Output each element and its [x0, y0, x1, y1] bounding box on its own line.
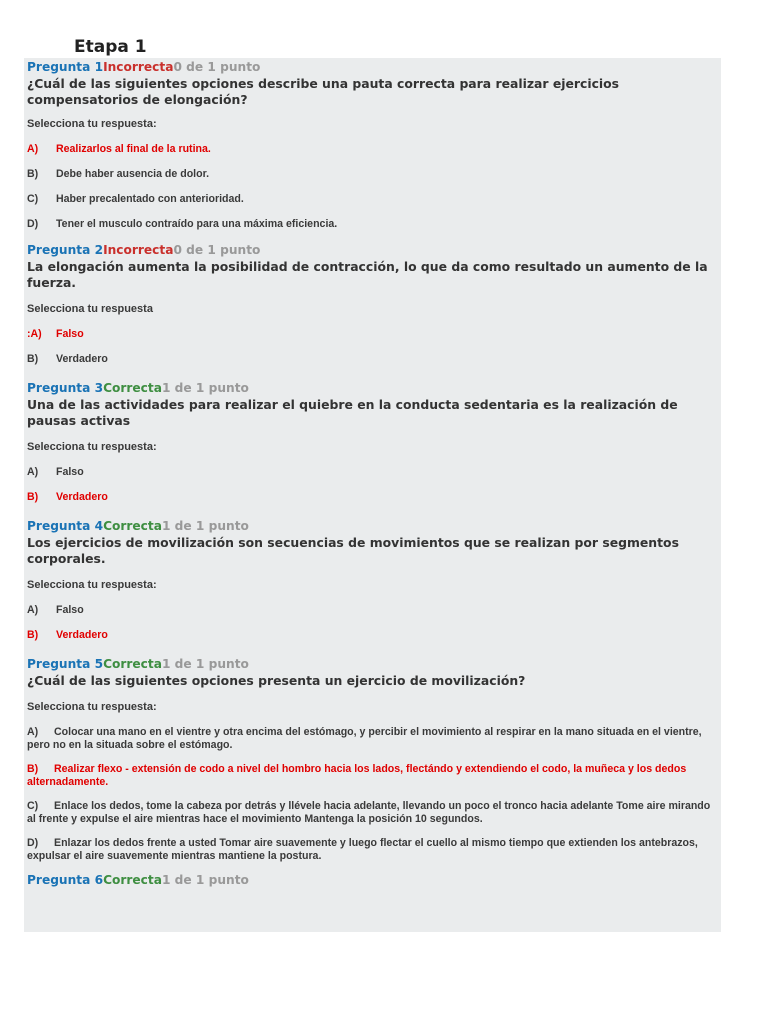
question-4	[24, 519, 721, 642]
answer-option-c	[27, 193, 715, 206]
option-text: Falso	[56, 466, 84, 478]
answer-option-b	[27, 491, 715, 504]
question-score: 1 de 1 punto	[161, 381, 249, 395]
question-status: Correcta	[103, 873, 162, 887]
option-letter: C)	[27, 193, 39, 205]
question-status: Correcta	[103, 519, 162, 533]
option-letter: :A)	[27, 328, 42, 340]
option-text	[27, 800, 715, 826]
option-letter: A)	[27, 143, 39, 155]
question-3	[24, 381, 721, 504]
question-1	[24, 60, 721, 231]
question-label: Pregunta 4	[27, 519, 104, 533]
question-header	[27, 873, 715, 888]
answer-option-b	[27, 629, 715, 642]
question-status: Correcta	[103, 381, 162, 395]
option-body: Realizar flexo - extensión de codo a nivel del hombro hacia los lados, flectándo y extendiendo el codo, la muñeca y los dedos alternadamente.	[27, 763, 687, 788]
option-body: Enlazar los dedos frente a usted Tomar aire suavemente y luego flectar el cuello al mismo tiempo que extienden los antebrazos, expulsar el aire suavemente mientras mantiene la postura.	[27, 837, 698, 862]
answer-option-a	[27, 726, 715, 752]
question-text: ¿Cuál de las siguientes opciones describe una pauta correcta para realizar ejercicios compensatorios de elongación?	[27, 76, 620, 107]
answer-prompt: Selecciona tu respuesta:	[27, 441, 157, 453]
question-status: Correcta	[103, 657, 162, 671]
quiz-review-panel	[24, 58, 721, 932]
option-text	[27, 726, 715, 752]
option-letter: B)	[27, 491, 39, 503]
option-body: Enlace los dedos, tome la cabeza por detrás y llévele hacia adelante, llevando un poco el tronco hacia adelante Tome aire mirando al frente y expulse el aire mientras hace el movimiento Mantenga la posición 10 segundos.	[27, 800, 711, 825]
option-letter: B)	[27, 629, 39, 641]
answer-option-b	[27, 168, 715, 181]
option-text: Tener el musculo contraído para una máxima eficiencia.	[56, 218, 338, 230]
option-text: Haber precalentado con anterioridad.	[56, 193, 244, 205]
question-score: 0 de 1 punto	[173, 60, 261, 74]
answer-option-a	[27, 604, 715, 617]
option-text: Debe haber ausencia de dolor.	[56, 168, 210, 180]
question-6	[24, 873, 721, 888]
option-letter: B)	[27, 763, 39, 775]
answer-prompt: Selecciona tu respuesta:	[27, 701, 157, 713]
answer-option-a	[27, 466, 715, 479]
question-text: Los ejercicios de movilización son secuencias de movimientos que se realizan por segmentos corporales.	[27, 535, 679, 566]
question-score: 1 de 1 punto	[161, 519, 249, 533]
question-header	[27, 381, 715, 396]
answer-prompt: Selecciona tu respuesta:	[27, 118, 157, 130]
option-text: Verdadero	[56, 491, 108, 503]
question-label: Pregunta 5	[27, 657, 104, 671]
question-header	[27, 243, 715, 258]
question-label: Pregunta 6	[27, 873, 104, 887]
answer-option-b	[27, 353, 715, 366]
question-score: 0 de 1 punto	[173, 243, 261, 257]
question-text: Una de las actividades para realizar el quiebre en la conducta sedentaria es la realización de pausas activas	[27, 397, 678, 428]
question-label: Pregunta 1	[27, 60, 104, 74]
question-score: 1 de 1 punto	[161, 657, 249, 671]
question-header	[27, 519, 715, 534]
option-text	[27, 763, 715, 789]
answer-option-a	[27, 143, 715, 156]
answer-option-d	[27, 218, 715, 231]
option-text	[27, 837, 715, 863]
option-letter: D)	[27, 218, 39, 230]
question-5	[24, 657, 721, 863]
question-status: Incorrecta	[103, 60, 174, 74]
question-header	[27, 657, 715, 672]
option-text: Falso	[56, 328, 84, 340]
option-text: Verdadero	[56, 353, 108, 365]
question-label: Pregunta 3	[27, 381, 104, 395]
question-text: ¿Cuál de las siguientes opciones presenta un ejercicio de movilización?	[27, 673, 526, 688]
question-2	[24, 243, 721, 366]
option-text: Falso	[56, 604, 84, 616]
option-text: Realizarlos al final de la rutina.	[56, 143, 211, 155]
answer-option-c	[27, 800, 715, 826]
stage-title: Etapa 1	[74, 37, 147, 57]
option-letter: C)	[27, 800, 39, 812]
question-status: Incorrecta	[103, 243, 174, 257]
option-letter: A)	[27, 726, 39, 738]
option-body: Colocar una mano en el vientre y otra encima del estómago, y percibir el movimiento al respirar en la mano situada en el vientre, pero no en la situada sobre el estómago.	[27, 726, 702, 751]
question-label: Pregunta 2	[27, 243, 104, 257]
answer-prompt: Selecciona tu respuesta:	[27, 579, 157, 591]
option-letter: A)	[27, 604, 39, 616]
option-letter: D)	[27, 837, 39, 849]
option-letter: B)	[27, 168, 39, 180]
question-text: La elongación aumenta la posibilidad de contracción, lo que da como resultado un aumento de la fuerza.	[27, 259, 708, 290]
answer-option-a	[27, 328, 715, 341]
option-letter: B)	[27, 353, 39, 365]
option-text: Verdadero	[56, 629, 108, 641]
answer-option-d	[27, 837, 715, 863]
answer-prompt: Selecciona tu respuesta	[27, 303, 153, 315]
option-letter: A)	[27, 466, 39, 478]
question-header	[27, 60, 715, 75]
question-score: 1 de 1 punto	[161, 873, 249, 887]
answer-option-b	[27, 763, 715, 789]
